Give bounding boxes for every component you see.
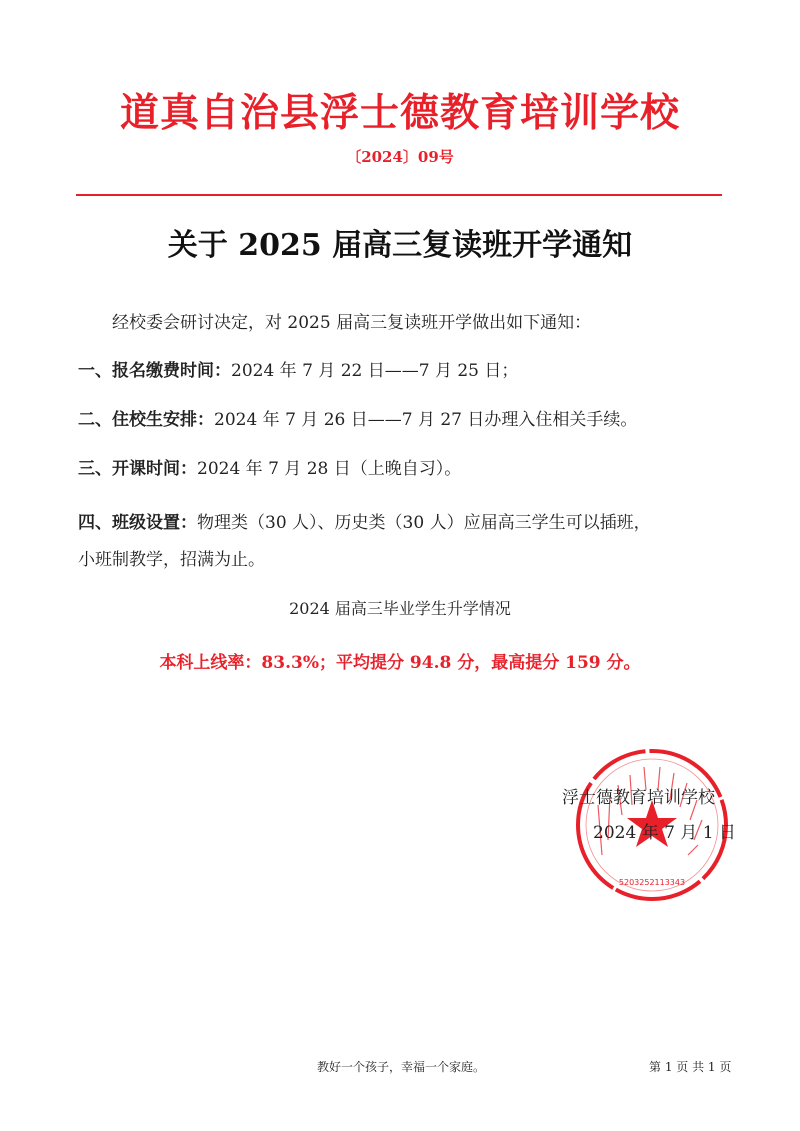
item-label: 二、住校生安排： xyxy=(78,410,214,430)
signature-date: 2024 年 7 月 1 日 xyxy=(593,823,736,843)
item-label: 四、班级设置： xyxy=(78,513,197,533)
page-number: 第 1 页 共 1 页 xyxy=(649,1060,732,1074)
item-text: 物理类（30 人）、历史类（30 人）应届高三学生可以插班， xyxy=(197,513,651,533)
signature-org: 浮士德教育培训学校 xyxy=(562,788,715,808)
item-3 xyxy=(78,454,461,479)
item-text: 2024 年 7 月 26 日——7 月 27 日办理入住相关手续。 xyxy=(214,410,638,430)
header-divider xyxy=(76,194,722,196)
page-title: 关于 2025 届高三复读班开学通知 xyxy=(167,228,633,263)
intro-paragraph: 经校委会研讨决定，对 2025 届高三复读班开学做出如下通知： xyxy=(112,313,592,333)
item-1 xyxy=(78,356,518,381)
org-header: 道真自治县浮士德教育培训学校 xyxy=(119,91,680,136)
item-text: 2024 年 7 月 22 日——7 月 25 日； xyxy=(231,361,519,381)
seal-code: 5203252113343 xyxy=(618,878,686,887)
footer-motto: 教好一个孩子，幸福一个家庭。 xyxy=(317,1060,486,1074)
item-label: 一、报名缴费时间： xyxy=(78,361,231,381)
item-4-continued: 小班制教学，招满为止。 xyxy=(78,550,265,570)
item-4 xyxy=(78,508,651,533)
item-2 xyxy=(78,405,637,430)
item-text: 2024 年 7 月 28 日（上晚自习）。 xyxy=(197,459,462,479)
results-heading: 2024 届高三毕业学生升学情况 xyxy=(289,599,511,618)
document-number: 〔2024〕09号 xyxy=(346,148,454,166)
results-text: 本科上线率：83.3%；平均提分 94.8 分，最高提分 159 分。 xyxy=(159,653,641,673)
item-label: 三、开课时间： xyxy=(78,459,197,479)
